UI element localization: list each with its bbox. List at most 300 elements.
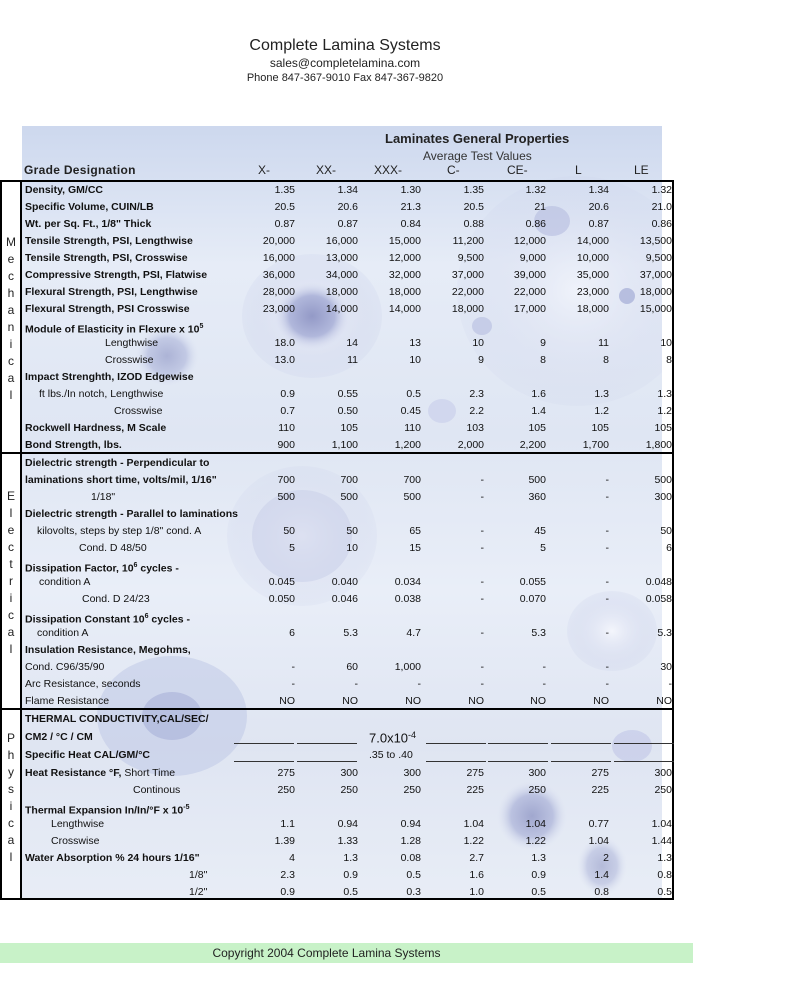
value-c: 103 <box>466 422 484 434</box>
value-xx: 13,000 <box>325 252 358 264</box>
property-label: Crosswise <box>105 354 154 366</box>
value-le: NO <box>656 695 672 707</box>
value-x: 0.87 <box>274 218 295 230</box>
value-xxx: - <box>417 678 421 690</box>
value-l: - <box>605 525 609 537</box>
property-row <box>24 850 674 867</box>
value-xx: 16,000 <box>325 235 358 247</box>
property-label: Dissipation Constant $10^6$ cycles - <box>25 613 190 626</box>
value-ce: 5 <box>540 542 546 554</box>
value-xxx: 0.08 <box>400 852 421 864</box>
specific-heat-value: .35 to .40 <box>369 749 413 761</box>
property-label: Flexural Strength, PSI, Lengthwise <box>25 286 198 298</box>
value-x: 1.39 <box>274 835 295 847</box>
property-label: 1/8" <box>189 869 208 881</box>
value-xxx: 1,200 <box>394 439 421 451</box>
value-le: 1.3 <box>657 852 672 864</box>
value-x: 0.045 <box>268 576 295 588</box>
value-le: 0.5 <box>657 886 672 898</box>
property-row <box>24 591 674 608</box>
value-ce: 250 <box>528 784 546 796</box>
value-xxx: 0.5 <box>406 388 421 400</box>
property-row <box>24 540 674 557</box>
divider-line <box>426 743 486 744</box>
value-l: 11 <box>598 337 609 349</box>
value-l: 18,000 <box>576 303 609 315</box>
value-c: 0.88 <box>463 218 484 230</box>
value-xx: 1,100 <box>331 439 358 451</box>
value-xxx: 18,000 <box>388 286 421 298</box>
value-ce: 1.6 <box>531 388 546 400</box>
value-c: 1.22 <box>463 835 484 847</box>
value-xx: 1.33 <box>337 835 358 847</box>
value-c: 10 <box>472 337 484 349</box>
value-x: 700 <box>277 474 295 486</box>
value-c: 20.5 <box>463 201 484 213</box>
specific-heat-row <box>24 747 674 764</box>
side-letter: i <box>9 591 13 605</box>
property-label: Flexural Strength, PSI Crosswise <box>25 303 190 315</box>
value-xx: 14,000 <box>325 303 358 315</box>
value-le: 0.058 <box>645 593 672 605</box>
value-ce: 1.4 <box>531 405 546 417</box>
value-le: 0.86 <box>651 218 672 230</box>
value-le: 37,000 <box>639 269 672 281</box>
value-x: 900 <box>277 439 295 451</box>
value-ce: 1.04 <box>525 818 546 830</box>
property-label: laminations short time, volts/mil, 1/16" <box>25 474 217 486</box>
value-c: - <box>480 491 484 503</box>
value-xx: 11 <box>347 354 358 366</box>
property-row <box>24 472 674 489</box>
property-label: Dissipation Factor, $10^6$ cycles - <box>25 562 179 575</box>
value-ce: 12,000 <box>513 235 546 247</box>
property-row <box>24 816 674 833</box>
value-c: 2.3 <box>469 388 484 400</box>
side-letter: e <box>7 252 15 266</box>
property-row <box>24 386 674 403</box>
value-l: 1.2 <box>594 405 609 417</box>
value-xx: 5.3 <box>343 627 358 639</box>
value-c: 2,000 <box>457 439 484 451</box>
value-le: 15,000 <box>639 303 672 315</box>
value-xxx: 1.30 <box>400 184 421 196</box>
value-xxx: 4.7 <box>406 627 421 639</box>
value-c: NO <box>468 695 484 707</box>
value-le: 6 <box>666 542 672 554</box>
property-label: Dielectric strength - Parallel to laminations <box>25 508 238 520</box>
value-xx: - <box>354 678 358 690</box>
value-ce: 22,000 <box>513 286 546 298</box>
side-letter: i <box>9 337 13 351</box>
value-c: 2.7 <box>469 852 484 864</box>
side-letter: c <box>8 269 14 283</box>
side-letter: M <box>6 235 16 249</box>
value-xxx: 500 <box>403 491 421 503</box>
property-row <box>24 233 674 250</box>
value-c: - <box>480 661 484 673</box>
physical-section <box>0 708 674 900</box>
value-c: 2.2 <box>469 405 484 417</box>
property-row <box>24 523 674 540</box>
property-row <box>24 250 674 267</box>
property-label: Module of Elasticity in Flexure x $10^5$ <box>25 323 204 336</box>
table-subtitle: Average Test Values <box>423 149 532 163</box>
value-x: 36,000 <box>262 269 295 281</box>
value-x: 275 <box>277 767 295 779</box>
property-row <box>24 216 674 233</box>
value-xxx: 0.94 <box>400 818 421 830</box>
divider-line <box>297 761 357 762</box>
property-label: Tensile Strength, PSI, Crosswise <box>25 252 188 264</box>
value-xx: 10 <box>346 542 358 554</box>
properties-sheet <box>0 126 674 900</box>
value-xxx: 0.034 <box>394 576 421 588</box>
value-l: - <box>605 474 609 486</box>
property-row <box>24 765 674 782</box>
value-x: 1.35 <box>274 184 295 196</box>
value-l: 0.77 <box>588 818 609 830</box>
value-le: 105 <box>654 422 672 434</box>
value-l: 10,000 <box>576 252 609 264</box>
property-label: Cond. D 48/50 <box>79 542 147 554</box>
divider-line <box>614 761 674 762</box>
value-x: 50 <box>283 525 295 537</box>
property-label: Crosswise <box>114 405 163 417</box>
value-xx: 18,000 <box>325 286 358 298</box>
value-xx: 60 <box>346 661 358 673</box>
grade-ce: CE- <box>507 163 528 177</box>
side-letter: c <box>8 354 14 368</box>
property-row <box>24 625 674 642</box>
grade-xx: XX- <box>316 163 337 177</box>
physical-side-label <box>2 710 22 898</box>
value-l: NO <box>593 695 609 707</box>
property-label: Crosswise <box>51 835 100 847</box>
side-letter: a <box>7 625 15 639</box>
divider-line <box>551 761 611 762</box>
value-xx: 0.50 <box>337 405 358 417</box>
letterhead <box>0 36 690 86</box>
value-ce: 0.9 <box>531 869 546 881</box>
value-c: 275 <box>466 767 484 779</box>
value-c: 9,500 <box>457 252 484 264</box>
property-label: Water Absorption % 24 hours 1/16" <box>25 852 200 864</box>
property-label: Arc Resistance, seconds <box>25 678 141 690</box>
property-label: Continous <box>133 784 181 796</box>
value-xx: 14 <box>346 337 358 349</box>
property-label: Density, GM/CC <box>25 184 103 196</box>
value-l: 1.34 <box>588 184 609 196</box>
grade-c: C- <box>447 163 460 177</box>
thermal-conductivity-unit: CM2 / °C / CM <box>25 731 93 743</box>
side-letter: l <box>9 642 13 656</box>
value-l: 20.6 <box>588 201 609 213</box>
value-le: 1.44 <box>651 835 672 847</box>
property-row <box>24 884 674 901</box>
value-xx: 700 <box>340 474 358 486</box>
value-x: 18.0 <box>274 337 295 349</box>
side-letter: a <box>7 833 15 847</box>
value-xxx: 700 <box>403 474 421 486</box>
value-ce: - <box>542 678 546 690</box>
value-xxx: 0.038 <box>394 593 421 605</box>
divider-line <box>488 743 548 744</box>
value-l: 0.87 <box>588 218 609 230</box>
value-ce: NO <box>530 695 546 707</box>
value-xxx: 1,000 <box>394 661 421 673</box>
value-xxx: 0.3 <box>406 886 421 898</box>
value-l: 8 <box>603 354 609 366</box>
value-x: 20.5 <box>274 201 295 213</box>
value-le: 0.048 <box>645 576 672 588</box>
value-x: 20,000 <box>262 235 295 247</box>
value-ce: 45 <box>534 525 546 537</box>
property-row <box>24 659 674 676</box>
property-label: ft lbs./In notch, Lengthwise <box>39 388 164 400</box>
property-row <box>24 420 674 437</box>
value-xx: 0.94 <box>337 818 358 830</box>
value-ce: 9 <box>540 337 546 349</box>
value-xx: 0.040 <box>331 576 358 588</box>
value-ce: 17,000 <box>513 303 546 315</box>
value-l: 275 <box>591 767 609 779</box>
value-ce: 1.32 <box>525 184 546 196</box>
value-le: 30 <box>660 661 672 673</box>
value-le: 5.3 <box>657 627 672 639</box>
electrical-section <box>0 452 674 710</box>
value-le: 9,500 <box>645 252 672 264</box>
value-c: 1.0 <box>469 886 484 898</box>
value-l: - <box>605 576 609 588</box>
value-l: 23,000 <box>576 286 609 298</box>
value-l: - <box>605 627 609 639</box>
value-x: 110 <box>278 422 295 434</box>
value-ce: 5.3 <box>531 627 546 639</box>
side-letter: l <box>9 506 13 520</box>
value-x: 0.9 <box>280 886 295 898</box>
divider-line <box>488 761 548 762</box>
side-letter: t <box>9 557 13 571</box>
property-label: Dielectric strength - Perpendicular to <box>25 457 210 469</box>
side-letter: a <box>7 371 15 385</box>
grade-designation-label: Grade Designation <box>24 163 136 177</box>
divider-line <box>426 761 486 762</box>
thermal-conductivity-row-1 <box>24 711 674 728</box>
property-row <box>24 782 674 799</box>
value-c: 18,000 <box>451 303 484 315</box>
value-le: 1.04 <box>651 818 672 830</box>
value-ce: - <box>542 661 546 673</box>
value-ce: 9,000 <box>519 252 546 264</box>
property-label: Heat Resistance °F, Short Time <box>25 767 176 779</box>
property-row <box>24 867 674 884</box>
value-x: 5 <box>289 542 295 554</box>
value-xxx: 13 <box>409 337 421 349</box>
value-ce: 21 <box>534 201 546 213</box>
property-label: Rockwell Hardness, M Scale <box>25 422 167 434</box>
value-l: - <box>605 678 609 690</box>
property-label: Insulation Resistance, Megohms, <box>25 644 191 656</box>
copyright-footer <box>0 943 693 963</box>
property-row <box>24 574 674 591</box>
side-letter: E <box>6 489 15 503</box>
value-l: 14,000 <box>576 235 609 247</box>
value-le: 13,500 <box>639 235 672 247</box>
value-l: 0.8 <box>594 886 609 898</box>
property-label: Lengthwise <box>51 818 105 830</box>
value-le: 18,000 <box>639 286 672 298</box>
table-title: Laminates General Properties <box>385 131 570 146</box>
grade-x: X- <box>258 163 270 177</box>
property-label: Cond. D 24/23 <box>82 593 150 605</box>
value-x: 1.1 <box>280 818 295 830</box>
value-xxx: 12,000 <box>388 252 421 264</box>
grade-header-row <box>24 163 674 181</box>
value-ce: 0.5 <box>531 886 546 898</box>
side-letter: l <box>9 388 13 402</box>
value-xxx: 110 <box>404 422 421 434</box>
value-le: 50 <box>660 525 672 537</box>
value-l: - <box>605 491 609 503</box>
property-row <box>24 676 674 693</box>
property-row <box>24 608 674 625</box>
thermal-conductivity-label: THERMAL CONDUCTIVITY,CAL/SEC/ <box>25 713 209 725</box>
value-x: 16,000 <box>262 252 295 264</box>
property-row <box>24 642 674 659</box>
value-c: - <box>480 474 484 486</box>
value-l: 1,700 <box>582 439 609 451</box>
value-l: 1.04 <box>588 835 609 847</box>
value-le: 10 <box>660 337 672 349</box>
grade-xxx: XXX- <box>374 163 403 177</box>
property-row <box>24 455 674 472</box>
property-label: 1/2" <box>189 886 208 898</box>
value-xx: NO <box>342 695 358 707</box>
value-x: 500 <box>277 491 295 503</box>
value-x: 0.050 <box>268 593 295 605</box>
value-c: - <box>480 542 484 554</box>
value-xxx: 15 <box>409 542 421 554</box>
value-ce: 0.055 <box>519 576 546 588</box>
value-c: 1.04 <box>463 818 484 830</box>
property-label: Lengthwise <box>105 337 159 349</box>
value-l: - <box>605 593 609 605</box>
value-ce: 2,200 <box>519 439 546 451</box>
value-x: 6 <box>289 627 295 639</box>
value-ce: 500 <box>528 474 546 486</box>
value-c: 22,000 <box>451 286 484 298</box>
electrical-side-label <box>2 454 22 708</box>
value-ce: 0.070 <box>519 593 546 605</box>
value-xx: 300 <box>340 767 358 779</box>
value-xxx: 0.84 <box>400 218 421 230</box>
side-letter: a <box>7 303 15 317</box>
value-le: 500 <box>654 474 672 486</box>
property-row <box>24 301 674 318</box>
value-x: 0.7 <box>280 405 295 417</box>
value-xx: 0.5 <box>343 886 358 898</box>
value-ce: 105 <box>528 422 546 434</box>
value-xxx: 21.3 <box>400 201 421 213</box>
property-row <box>24 799 674 816</box>
property-row <box>24 489 674 506</box>
value-c: 37,000 <box>451 269 484 281</box>
value-xxx: 300 <box>403 767 421 779</box>
value-xx: 50 <box>346 525 358 537</box>
value-ce: 360 <box>528 491 546 503</box>
property-label: Tensile Strength, PSI, Lengthwise <box>25 235 193 247</box>
value-xxx: 10 <box>409 354 421 366</box>
value-c: - <box>480 576 484 588</box>
divider-line <box>297 743 357 744</box>
value-x: 28,000 <box>262 286 295 298</box>
divider-line <box>234 743 294 744</box>
value-c: - <box>480 627 484 639</box>
specific-heat-label: Specific Heat CAL/GM/°C <box>25 749 150 761</box>
property-row <box>24 335 674 352</box>
value-x: - <box>291 661 295 673</box>
side-letter: c <box>8 816 14 830</box>
value-xx: 0.046 <box>331 593 358 605</box>
value-le: 8 <box>666 354 672 366</box>
value-x: 23,000 <box>262 303 295 315</box>
value-xx: 20.6 <box>337 201 358 213</box>
value-xxx: 250 <box>403 784 421 796</box>
property-row <box>24 557 674 574</box>
property-label: Bond Strength, lbs. <box>25 439 122 451</box>
value-xx: 34,000 <box>325 269 358 281</box>
side-letter: P <box>6 731 15 745</box>
value-l: 1.4 <box>594 869 609 881</box>
property-label: Cond. C96/35/90 <box>25 661 105 673</box>
value-c: 225 <box>466 784 484 796</box>
side-letter: c <box>8 540 14 554</box>
value-xx: 0.87 <box>337 218 358 230</box>
property-row <box>24 403 674 420</box>
value-x: NO <box>279 695 295 707</box>
property-row <box>24 318 674 335</box>
grade-le: LE <box>634 163 649 177</box>
value-ce: 300 <box>528 767 546 779</box>
property-row <box>24 369 674 386</box>
divider-line <box>551 743 611 744</box>
company-name: Complete Lamina Systems <box>249 37 441 54</box>
side-letter: h <box>7 286 15 300</box>
value-l: - <box>605 661 609 673</box>
value-le: 21.0 <box>651 201 672 213</box>
value-le: 1.32 <box>651 184 672 196</box>
value-xxx: 0.45 <box>400 405 421 417</box>
value-c: 11,200 <box>452 235 484 247</box>
value-xxx: 65 <box>409 525 421 537</box>
value-l: 35,000 <box>576 269 609 281</box>
value-xxx: 14,000 <box>388 303 421 315</box>
thermal-conductivity-row-2 <box>24 729 674 746</box>
value-x: 250 <box>277 784 295 796</box>
property-label: Compressive Strength, PSI, Flatwise <box>25 269 208 281</box>
value-c: - <box>480 525 484 537</box>
property-row <box>24 267 674 284</box>
property-row <box>24 506 674 523</box>
side-letter: c <box>8 608 14 622</box>
value-xx: 1.34 <box>337 184 358 196</box>
grade-l: L <box>575 163 582 177</box>
value-x: 13.0 <box>274 354 295 366</box>
value-c: 1.35 <box>463 184 484 196</box>
value-ce: 0.86 <box>525 218 546 230</box>
value-xxx: 1.28 <box>400 835 421 847</box>
